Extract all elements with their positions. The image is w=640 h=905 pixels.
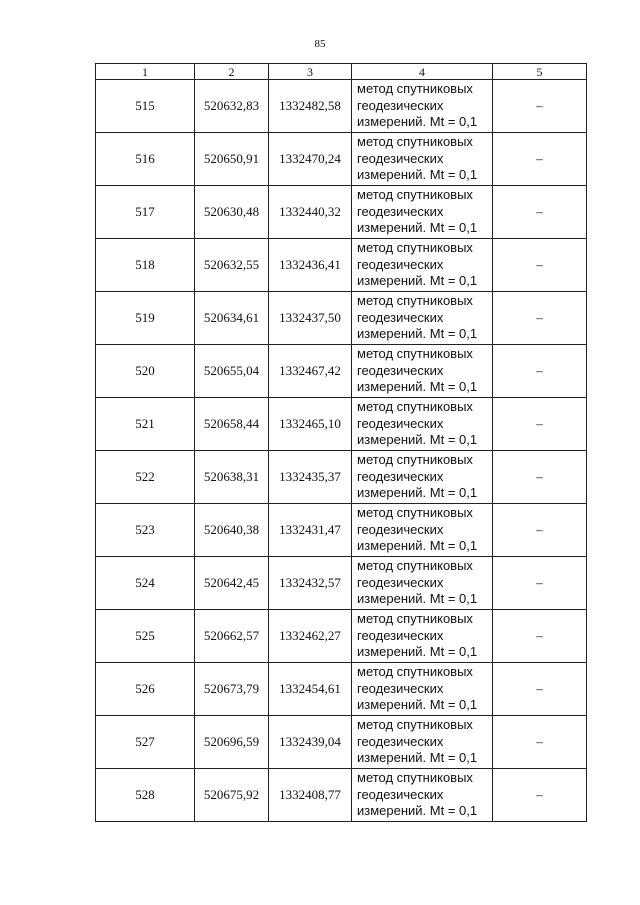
method-line: измерений. Mt = 0,1 [357, 750, 478, 766]
method-line: измерений. Mt = 0,1 [357, 644, 478, 660]
point-number-cell: 519 [96, 292, 195, 345]
table-row [96, 769, 587, 822]
note-cell: – [493, 239, 587, 292]
y-coordinate-cell: 1332482,58 [269, 80, 352, 133]
method-cell [352, 769, 493, 822]
point-number-cell: 517 [96, 186, 195, 239]
method-line: геодезических [357, 150, 444, 166]
method-line: геодезических [357, 97, 444, 113]
note-cell: – [493, 133, 587, 186]
method-cell [352, 557, 493, 610]
x-coordinate-cell: 520632,83 [195, 80, 269, 133]
method-line: измерений. Mt = 0,1 [357, 485, 478, 501]
coordinates-table [95, 63, 587, 822]
method-line: геодезических [357, 309, 444, 325]
note-cell: – [493, 292, 587, 345]
method-cell [352, 186, 493, 239]
note-cell: – [493, 451, 587, 504]
y-coordinate-cell: 1332462,27 [269, 610, 352, 663]
method-line: геодезических [357, 680, 444, 696]
point-number-cell: 527 [96, 716, 195, 769]
method-cell [352, 80, 493, 133]
table-row [96, 557, 587, 610]
method-line: измерений. Mt = 0,1 [357, 803, 478, 819]
note-cell: – [493, 769, 587, 822]
x-coordinate-cell: 520675,92 [195, 769, 269, 822]
method-line: метод спутниковых [357, 134, 473, 150]
method-cell [352, 292, 493, 345]
page-number: 85 [314, 38, 326, 50]
method-cell [352, 451, 493, 504]
method-line: измерений. Mt = 0,1 [357, 220, 478, 236]
note-cell: – [493, 345, 587, 398]
method-line: метод спутниковых [357, 452, 473, 468]
method-line: геодезических [357, 786, 444, 802]
method-line: геодезических [357, 521, 444, 537]
y-coordinate-cell: 1332467,42 [269, 345, 352, 398]
note-cell: – [493, 398, 587, 451]
note-cell: – [493, 504, 587, 557]
x-coordinate-cell: 520634,61 [195, 292, 269, 345]
point-number-cell: 528 [96, 769, 195, 822]
table-row [96, 80, 587, 133]
method-line: метод спутниковых [357, 346, 473, 362]
method-line: геодезических [357, 574, 444, 590]
method-cell [352, 398, 493, 451]
y-coordinate-cell: 1332431,47 [269, 504, 352, 557]
note-cell: – [493, 663, 587, 716]
method-line: метод спутниковых [357, 240, 473, 256]
method-line: измерений. Mt = 0,1 [357, 697, 478, 713]
method-line: измерений. Mt = 0,1 [357, 432, 478, 448]
x-coordinate-cell: 520673,79 [195, 663, 269, 716]
y-coordinate-cell: 1332432,57 [269, 557, 352, 610]
x-coordinate-cell: 520650,91 [195, 133, 269, 186]
point-number-cell: 526 [96, 663, 195, 716]
x-coordinate-cell: 520638,31 [195, 451, 269, 504]
method-line: геодезических [357, 362, 444, 378]
table-row [96, 133, 587, 186]
method-line: метод спутниковых [357, 558, 473, 574]
method-line: геодезических [357, 468, 444, 484]
point-number-cell: 524 [96, 557, 195, 610]
x-coordinate-cell: 520632,55 [195, 239, 269, 292]
table-header-row [96, 64, 587, 80]
y-coordinate-cell: 1332470,24 [269, 133, 352, 186]
y-coordinate-cell: 1332440,32 [269, 186, 352, 239]
method-cell [352, 133, 493, 186]
method-line: метод спутниковых [357, 293, 473, 309]
method-line: геодезических [357, 203, 444, 219]
point-number-cell: 523 [96, 504, 195, 557]
method-line: измерений. Mt = 0,1 [357, 273, 478, 289]
method-line: метод спутниковых [357, 505, 473, 521]
header-col-2: 2 [195, 64, 269, 80]
method-line: метод спутниковых [357, 770, 473, 786]
method-line: измерений. Mt = 0,1 [357, 538, 478, 554]
method-cell [352, 239, 493, 292]
method-line: метод спутниковых [357, 611, 473, 627]
header-col-3: 3 [269, 64, 352, 80]
y-coordinate-cell: 1332439,04 [269, 716, 352, 769]
method-line: измерений. Mt = 0,1 [357, 114, 478, 130]
method-cell [352, 610, 493, 663]
note-cell: – [493, 557, 587, 610]
y-coordinate-cell: 1332408,77 [269, 769, 352, 822]
y-coordinate-cell: 1332435,37 [269, 451, 352, 504]
method-line: метод спутниковых [357, 399, 473, 415]
y-coordinate-cell: 1332454,61 [269, 663, 352, 716]
method-line: метод спутниковых [357, 81, 473, 97]
point-number-cell: 521 [96, 398, 195, 451]
method-line: геодезических [357, 256, 444, 272]
header-col-4: 4 [352, 64, 493, 80]
method-cell [352, 504, 493, 557]
y-coordinate-cell: 1332436,41 [269, 239, 352, 292]
x-coordinate-cell: 520630,48 [195, 186, 269, 239]
method-line: метод спутниковых [357, 717, 473, 733]
point-number-cell: 525 [96, 610, 195, 663]
note-cell: – [493, 610, 587, 663]
header-col-1: 1 [96, 64, 195, 80]
method-line: геодезических [357, 415, 444, 431]
point-number-cell: 518 [96, 239, 195, 292]
table-row [96, 239, 587, 292]
table-row [96, 504, 587, 557]
method-line: геодезических [357, 627, 444, 643]
x-coordinate-cell: 520662,57 [195, 610, 269, 663]
header-col-5: 5 [493, 64, 587, 80]
table-row [96, 186, 587, 239]
method-line: измерений. Mt = 0,1 [357, 379, 478, 395]
method-line: метод спутниковых [357, 664, 473, 680]
x-coordinate-cell: 520655,04 [195, 345, 269, 398]
note-cell: – [493, 80, 587, 133]
table-row [96, 663, 587, 716]
table-body [96, 80, 587, 822]
note-cell: – [493, 716, 587, 769]
x-coordinate-cell: 520642,45 [195, 557, 269, 610]
method-line: геодезических [357, 733, 444, 749]
table-row [96, 610, 587, 663]
y-coordinate-cell: 1332437,50 [269, 292, 352, 345]
y-coordinate-cell: 1332465,10 [269, 398, 352, 451]
method-cell [352, 345, 493, 398]
method-line: измерений. Mt = 0,1 [357, 326, 478, 342]
note-cell: – [493, 186, 587, 239]
point-number-cell: 516 [96, 133, 195, 186]
table-row [96, 716, 587, 769]
method-line: метод спутниковых [357, 187, 473, 203]
table-row [96, 292, 587, 345]
point-number-cell: 520 [96, 345, 195, 398]
x-coordinate-cell: 520640,38 [195, 504, 269, 557]
x-coordinate-cell: 520658,44 [195, 398, 269, 451]
point-number-cell: 515 [96, 80, 195, 133]
point-number-cell: 522 [96, 451, 195, 504]
table-row [96, 451, 587, 504]
method-cell [352, 663, 493, 716]
x-coordinate-cell: 520696,59 [195, 716, 269, 769]
table-row [96, 345, 587, 398]
table-row [96, 398, 587, 451]
method-line: измерений. Mt = 0,1 [357, 591, 478, 607]
method-line: измерений. Mt = 0,1 [357, 167, 478, 183]
method-cell [352, 716, 493, 769]
